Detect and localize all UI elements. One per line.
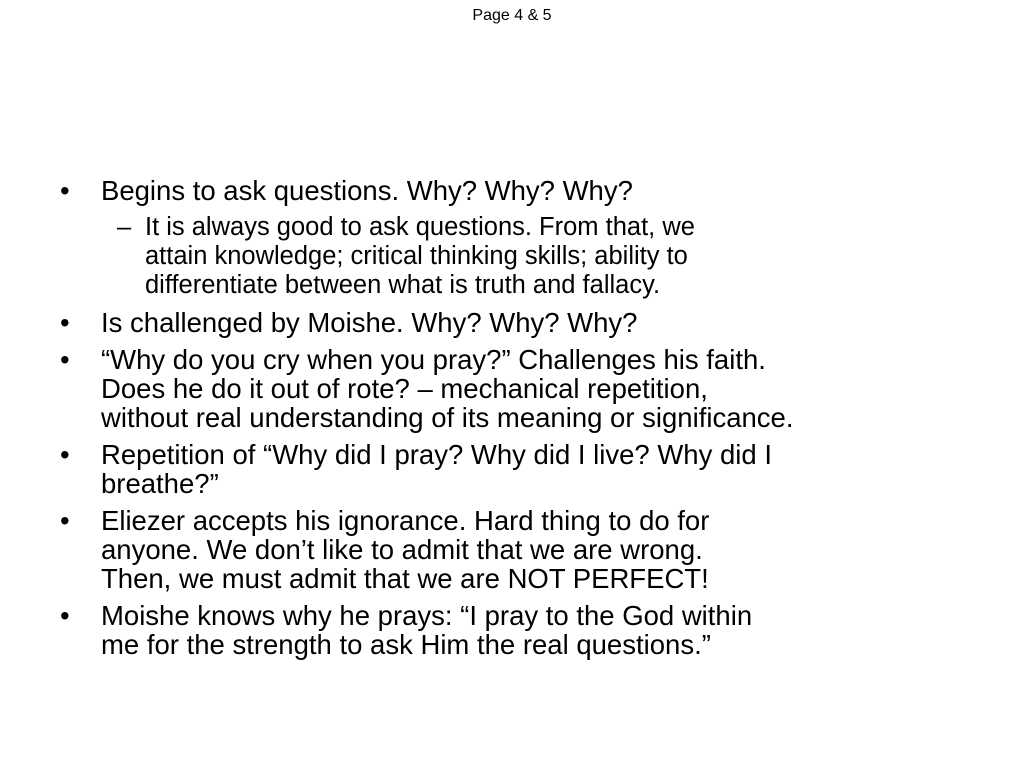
bullet-text-line: anyone. We don’t like to admit that we are wrong.	[101, 534, 703, 565]
slide-body	[56, 176, 976, 667]
bullet-marker: •	[60, 439, 70, 470]
bullet-marker: •	[60, 600, 70, 631]
bullet-text-line: Eliezer accepts his ignorance. Hard thing to do for	[101, 505, 710, 536]
sub-bullet-item	[101, 213, 976, 300]
bullet-text-line: Does he do it out of rote? – mechanical repetition,	[101, 373, 708, 404]
bullet-item	[56, 308, 976, 337]
bullet-item	[56, 176, 976, 300]
sub-bullet-text-line: It is always good to ask questions. From that, we	[145, 213, 695, 241]
bullet-text-line: breathe?”	[101, 468, 219, 499]
bullet-item	[56, 345, 976, 432]
bullet-text-line: Is challenged by Moishe. Why? Why? Why?	[101, 307, 638, 338]
bullet-text-line: “Why do you cry when you pray?” Challenges his faith.	[101, 344, 766, 375]
bullet-marker: •	[60, 344, 70, 375]
page-label: Page 4 & 5	[472, 7, 552, 24]
bullet-item	[56, 506, 976, 593]
bullet-item	[56, 601, 976, 659]
bullet-text-line: without real understanding of its meaning or significance.	[101, 402, 794, 433]
bullet-text-line: Then, we must admit that we are NOT PERFECT!	[101, 563, 709, 594]
bullet-text-line: me for the strength to ask Him the real questions.”	[101, 629, 711, 660]
bullet-text-line: Begins to ask questions. Why? Why? Why?	[101, 175, 633, 206]
bullet-item	[56, 440, 976, 498]
bullet-marker: •	[60, 505, 70, 536]
bullet-text-line: Moishe knows why he prays: “I pray to the God within	[101, 600, 753, 631]
sub-bullet-marker: –	[117, 213, 132, 241]
sub-bullet-text-line: differentiate between what is truth and fallacy.	[145, 271, 661, 299]
bullet-marker: •	[60, 307, 70, 338]
bullet-text-line: Repetition of “Why did I pray? Why did I live? Why did I	[101, 439, 772, 470]
bullet-marker: •	[60, 175, 70, 206]
sub-bullet-text-line: attain knowledge; critical thinking skills; ability to	[145, 242, 688, 270]
